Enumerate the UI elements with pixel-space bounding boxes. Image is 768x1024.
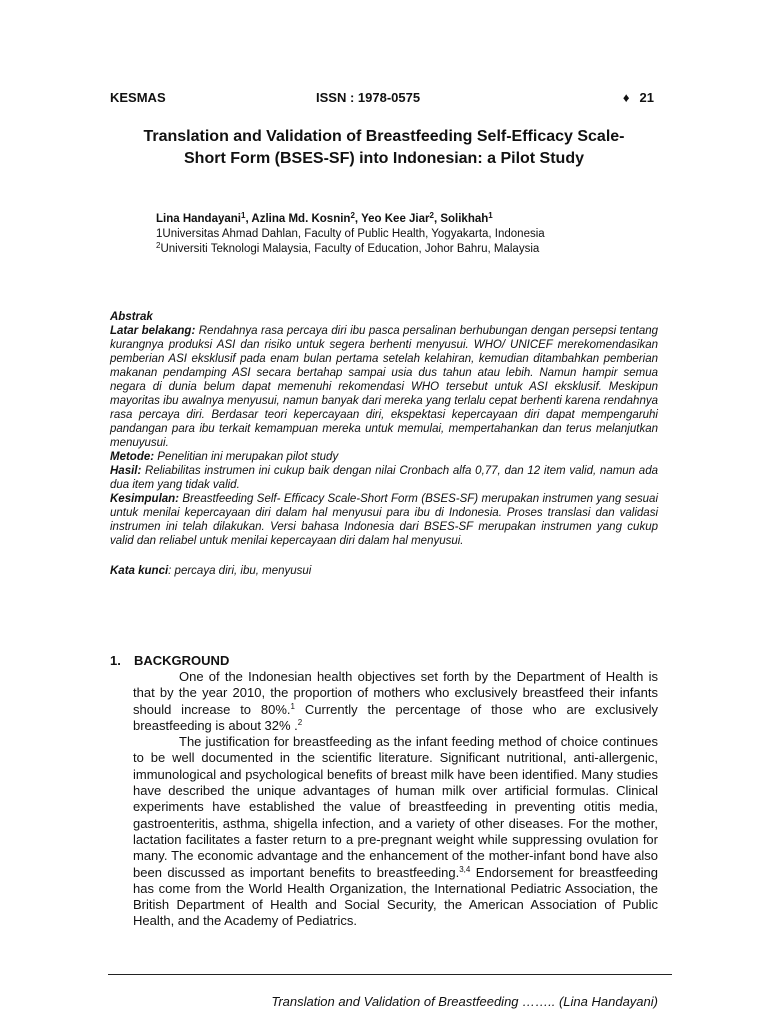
author-4-sup: 1 — [488, 211, 493, 220]
paper-title — [100, 126, 668, 170]
page-number: 21 — [639, 90, 654, 105]
abstract-results — [110, 464, 658, 492]
keywords — [110, 564, 658, 578]
issn-number: ISSN : 1978-0575 — [316, 90, 421, 105]
section-heading-background — [110, 653, 229, 668]
author-3-sup: 2 — [429, 211, 434, 220]
affiliation-1: 1Universitas Ahmad Dahlan, Faculty of Public Health, Yogyakarta, Indonesia — [156, 228, 545, 240]
running-footer: Translation and Validation of Breastfeeding …….. (Lina Handayani) — [271, 994, 658, 1009]
author-1: Lina Handayani — [156, 213, 241, 225]
results-label: Hasil: — [110, 465, 142, 477]
page-number-group — [623, 90, 654, 105]
paragraph-2 — [133, 734, 658, 930]
body-text — [133, 669, 658, 930]
author-block — [156, 212, 656, 257]
author-4: , Solikhah — [433, 213, 489, 225]
conclusion-text: Breastfeeding Self- Efficacy Scale-Short Form (BSES-SF) merupakan instrumen yang sesuai untuk menilai kepercayaan diri dalam hal menyusui para ibu di Indonesia. Proses translasi dan validasi instrumen ini telah dilakukan. Versi bahasa Indonesia dari BSES-SF merupakan instrumen yang cukup valid dan reliabel untuk menilai kepercayaan diri dalam hal menyusui. — [110, 493, 658, 547]
journal-name: KESMAS — [110, 90, 166, 105]
paragraph-2-part-b: Endorsement for breastfeeding has come from the World Health Organization, the International Pediatric Association, the British Department of Health and Social Security, the American Association of Public Health, and the Academy of Pediatrics. — [133, 864, 658, 929]
paragraph-1 — [133, 669, 658, 734]
paragraph-1-part-a: One of the Indonesian health objectives set forth by the Department of Health is that by the year 2010, the proportion of mothers who exclusively breastfeed their infants should increase to 80%. — [133, 669, 658, 717]
diamond-icon: ♦ — [622, 90, 630, 105]
author-1-sup: 1 — [241, 211, 246, 220]
section-number: 1. — [110, 653, 121, 668]
keywords-text: : percaya diri, ibu, menyusui — [168, 565, 312, 577]
keywords-label: Kata kunci — [110, 565, 169, 577]
citation-1: 1 — [290, 701, 295, 711]
background-label: Latar belakang: — [110, 325, 196, 337]
title-line-2: Short Form (BSES-SF) into Indonesian: a Pilot Study — [184, 150, 584, 167]
conclusion-label: Kesimpulan: — [110, 493, 180, 505]
author-2: , Azlina Md. Kosnin — [245, 213, 351, 225]
footer-divider — [108, 974, 672, 975]
background-text: Rendahnya rasa percaya diri ibu pasca persalinan berhubungan dengan persepsi tentang kurangnya produksi ASI dan risiko untuk segera berhenti menyusui. WHO/ UNICEF merekomendasikan pemberian ASI eksklusif pada enam bulan pertama setelah kelahiran, kemudian ditambahkan pemberian makanan pendamping ASI secara bertahap sampai usia dus tahun atau lebih. Namun hampir semua negara di dunia belum dapat memenuhi rekomendasi WHO tersebut untuk ASI eksklusif. Meskipun mayoritas ibu awalnya menyusui, namun banyak dari mereka yang terlalu cepat berhenti karena rendahnya rasa percaya diri. Berdasar teori kepercayaan diri, ekspektasi kepercayaan diri dapat mempengaruhi pandangan para ibu terkait kemampuan mereka untuk memulai, mempertahankan dan terus melanjutkan menuyusui. — [110, 325, 659, 449]
abstract-background — [110, 324, 658, 450]
results-text: Reliabilitas instrumen ini cukup baik dengan nilai Cronbach alfa 0,77, dan 12 item valid, namun ada dua item yang tidak valid. — [110, 465, 658, 491]
paragraph-1-part-b: Currently the percentage of those who are exclusively breastfeeding is about 32% . — [133, 701, 658, 733]
method-label: Metode: — [110, 451, 155, 463]
abstract — [110, 310, 658, 578]
abstract-heading: Abstrak — [110, 311, 153, 323]
affiliation-2: Universiti Teknologi Malaysia, Faculty of Education, Johor Bahru, Malaysia — [160, 243, 540, 255]
citation-2: 2 — [297, 717, 303, 727]
author-3: , Yeo Kee Jiar — [354, 213, 430, 225]
abstract-method — [110, 450, 658, 464]
affiliation-2-sup: 2 — [156, 241, 161, 250]
author-2-sup: 2 — [350, 211, 355, 220]
method-text: Penelitian ini merupakan pilot study — [154, 451, 339, 463]
paragraph-2-part-a: The justification for breastfeeding as the infant feeding method of choice continues to be well documented in the scientific literature. Significant nutritional, anti-allergenic, immunological and psychological benefits of breast milk have been identified. Many studies have described the unique advantages of human milk over artificial formulas. Clinical experiments have established the value of breastfeeding in preventing otitis media, gastroenteritis, asthma, shigella infection, and a variety of other diseases. For the mother, lactation facilitates a faster return to a pre-pregnant weight while suppressing ovulation for many. The economic advantage and the enhancement of the mother-infant bond have also been discussed as important benefits to breastfeeding. — [133, 734, 658, 880]
section-title: BACKGROUND — [134, 653, 230, 668]
running-header — [110, 90, 654, 110]
abstract-conclusion — [110, 492, 658, 548]
affiliation-2-line — [156, 242, 656, 257]
title-line-1: Translation and Validation of Breastfeeding Self-Efficacy Scale- — [143, 128, 625, 145]
citation-3-4: 3,4 — [459, 864, 471, 874]
author-names — [156, 212, 656, 227]
